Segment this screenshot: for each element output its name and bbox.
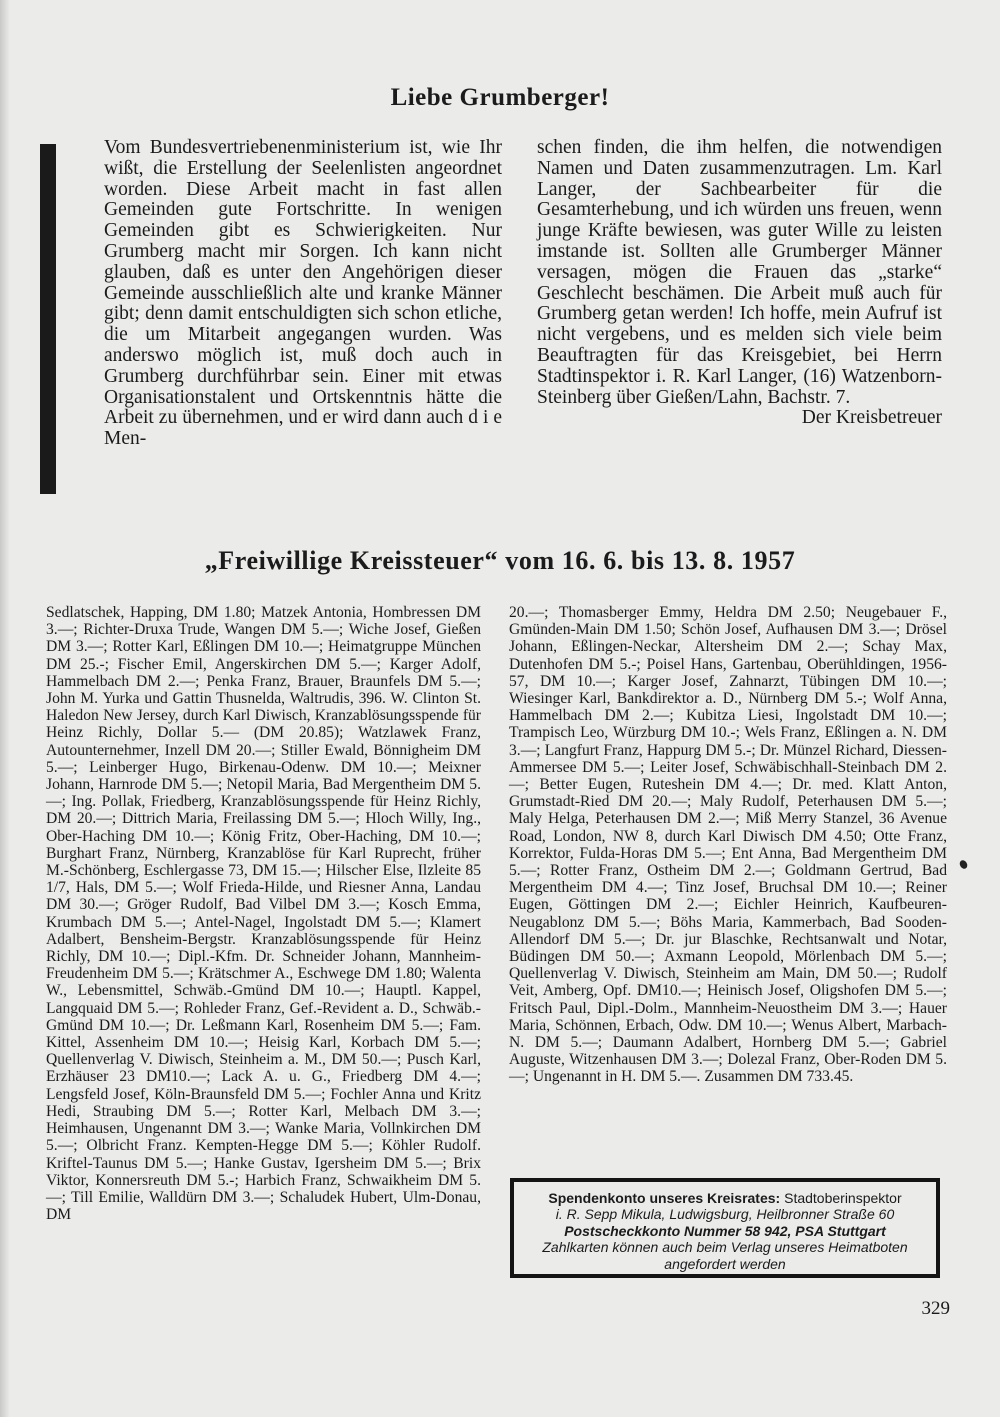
letter-column-1 — [104, 138, 502, 450]
page-number: 329 — [921, 1298, 950, 1319]
letter-text-2: schen finden, die ihm helfen, die notwendigen Namen und Daten zusammenzutragen. Lm. Karl Langer, der Sachbearbeiter für die Gesamterhebung, und ich würden uns freuen, wenn junge Kräfte bewiesen, was guter Wille zu leisten imstande ist. Sollten alle Grumberger Männer versagen, mögen die Frauen das „starke“ Geschlecht beschämen. Die Arbeit muß auch für Grumberg getan werden! Ich hoffe, mein Aufruf ist nicht vergebens, und es melden sich viele beim Beauftragten für das Kreisgebiet, bei Herrn Stadtinspektor i. R. Karl Langer, (16) Watzenborn-Steinberg über Gießen/Lahn, Bachstr. 7. — [537, 137, 942, 408]
ink-spot — [958, 859, 969, 870]
bank-line-4: Zahlkarten können auch beim Verlag unseres Heimatboten angefordert werden — [542, 1239, 908, 1272]
bank-line-2: i. R. Sepp Mikula, Ludwigsburg, Heilbronner Straße 60 — [555, 1206, 895, 1223]
letter-title: Liebe Grumberger! — [390, 84, 610, 111]
bank-account-box — [510, 1178, 940, 1278]
donations-column-2 — [509, 604, 947, 1086]
bank-line-1-rest: Stadtoberinspektor — [780, 1190, 902, 1206]
donations-column-1 — [46, 604, 481, 1223]
letter-signature: Der Kreisbetreuer — [801, 407, 942, 429]
donations-text-2: 20.—; Thomasberger Emmy, Heldra DM 2.50; Neugebauer F., Gmünden-Main DM 1.50; Schön Josef, Aufhausen DM 3.—; Drösel Johann, Eßlingen-Neckar, Altersheim DM 2.—; Schay Max, Dutenhofen DM 5.-; Poisel Hans, Gartenbau, Oberühldingen, 1956-57, DM 10.—; Karger Josef, Zahnarzt, Tübingen DM 10.—; Wiesinger Karl, Bankdirektor a. D., Nürnberg DM 5.-; Wolf Anna, Hammelbach DM 2.—; Kubitza Liesi, Ingolstadt DM 10.—; Trampisch Leo, Würzburg DM 10.-; Wels Franz, Eßlingen a. N. DM 3.—; Langfurt Franz, Happurg DM 5.-; Dr. Münzel Richard, Diessen-Ammersee DM 5.—; Leiter Josef, Schwäbischhall-Steinbach DM 2.—; Better Eugen, Ruteshein DM 4.—; Dr. med. Klatt Anton, Grumstadt-Ried DM 20.—; Maly Rudolf, Peterhausen DM 5.—; Maly Helga, Peterhausen DM 2.—; Miß Merry Stanzel, 36 Avenue Road, London, NW 8, durch Karl Diwisch DM 4.50; Otte Franz, Korrektor, Fulda-Horas DM 5.—; Ent Anna, Bad Mergentheim DM 5.—; Rotter Franz, Ostheim DM 2.—; Goldmann Gertrud, Bad Mergentheim DM 4.—; Tinz Josef, Bruchsal DM 10.—; Reiner Eugen, Göttingen DM 2.—; Eichler Heinrich, Kaufbeuren-Neugablonz DM 5.—; Böhs Maria, Kammerbach, Bad Sooden-Allendorf DM 5.—; Dr. jur Blaschke, Rechtsanwalt und Notar, Büdingen DM 50.—; Axmann Leopold, Mörlenbach DM 5.—; Quellenverlag V. Diwisch, Steinheim am Main, DM 50.—; Rudolf Veit, Amberg, Opf. DM10.—; Heinisch Josef, Oligshofen DM 5.—; Fritsch Paul, Dipl.-Dolm., Mannheim-Neuostheim DM 3.—; Hauer Maria, Schönnen, Erbach, Odw. DM 10.—; Wenus Albert, Marbach-N. DM 5.—; Daumann Adalbert, Hornberg DM 5.—; Gabriel Auguste, Witzenhausen DM 3.—; Dolezal Franz, Ober-Roden DM 5.—; Ungenannt in H. DM 5.—. Zusammen DM 733.45. — [509, 604, 947, 1086]
letter-column-2 — [537, 138, 942, 429]
bank-line-3: Postscheckkonto Nummer 58 942, PSA Stuttgart — [564, 1222, 886, 1239]
decorative-side-bar — [40, 144, 56, 494]
donations-title: „Freiwillige Kreissteuer“ vom 16. 6. bis 13. 8. 1957 — [204, 546, 796, 575]
bank-line-1 — [522, 1190, 928, 1206]
binding-shadow — [0, 0, 10, 1417]
bank-line-1-label: Spendenkonto unseres Kreisrates: — [548, 1190, 781, 1206]
letter-text-1: Vom Bundesvertriebenenministerium ist, wie Ihr wißt, die Erstellung der Seelenlisten angeordnet worden. Diese Arbeit macht in fast allen Gemeinden gute Fortschritte. In wenigen Gemeinden gibt es Schwierigkeiten. Nur Grumberg macht mir Sorgen. Ich kann nicht glauben, daß es unter den Angehörigen dieser Gemeinde ausschließlich alte und kranke Männer gibt; denn damit entschuldigten sich schon etliche, die um Mitarbeit angegangen wurden. Was anderswo möglich ist, muß doch auch in Grumberg durchführbar sein. Einer mit etwas Organisationstalent und Ortskenntnis hätte die Arbeit zu übernehmen, und er wird dann auch d i e Men- — [104, 137, 502, 450]
donations-text-1: Sedlatschek, Happing, DM 1.80; Matzek Antonia, Hombressen DM 3.—; Richter-Druxa Trude, Wangen DM 5.—; Wiche Josef, Gießen DM 3.—; Rotter Karl, Eßlingen DM 10.—; Heimatgruppe München DM 25.-; Fischer Emil, Angerskirchen DM 5.—; Karger Adolf, Hammelbach DM 2.—; Penka Franz, Brauer, Braunfels DM 5.—; John M. Yurka und Gattin Thusnelda, Waltrudis, 396. W. Clinton St. Haledon New Jersey, durch Karl Diwisch, Kranzablösungsspende für Heinz Richly, Dollar 5.— (DM 20.85); Watzlawek Franz, Autounternehmer, Inzell DM 20.—; Stiller Ewald, Bönnigheim DM 5.—; Leinberger Hugo, Birkenau-Odenw. DM 10.—; Meixner Johann, Harnrode DM 5.—; Netopil Maria, Bad Mergentheim DM 5.—; Ing. Pollak, Friedberg, Kranzablösungsspende für Heinz Richly, DM 20.—; Dittrich Maria, Freilassing DM 5.—; Hloch Willy, Ing., Ober-Haching DM 10.—; König Fritz, Ober-Haching, DM 10.—; Burghart Franz, Nürnberg, Kranzablöse für Karl Ruprecht, früher M.-Schönberg, Eschlergasse 73, DM 15.—; Hilscher Else, Ilzleite 85 1/7, Hals, DM 5.—; Wolf Frieda-Hilde, und Riesner Anna, Landau DM 30.—; Gröger Rudolf, Bad Vilbel DM 3.—; Kosch Emma, Krumbach DM 5.—; Antel-Nagel, Ingolstadt DM 5.—; Klamert Adalbert, Bensheim-Bergstr. Kranzablösungsspende für Heinz Richly, DM 10.—; Dipl.-Kfm. Dr. Schneider Johann, Mannheim-Freudenheim DM 5.—; Krätschmer A., Eschwege DM 1.80; Walenta W., Lebensmittel, Schwäb.-Gmünd DM 10.—; Hauptl. Kappel, Langquaid DM 5.—; Rohleder Franz, Gef.-Revident a. D., Schwäb.-Gmünd DM 10.—; Dr. Leßmann Karl, Rosenheim DM 5.—; Fam. Kittel, Assenheim DM 10.—; Heisig Karl, Korbach DM 5.—; Quellenverlag V. Diwisch, Steinheim a. M., DM 50.—; Pusch Karl, Erzhäuser 23 DM10.—; Lack A. u. G., Friedberg DM 4.—; Lengsfeld Josef, Köln-Braunsfeld DM 5.—; Fochler Anna und Kritz Hedi, Straubing DM 5.—; Rotter Karl, Melbach DM 3.—; Heimhausen, Ungenannt DM 3.—; Wanke Maria, Vollnkirchen DM 5.—; Olbricht Franz. Kempten-Hegge DM 5.—; Köhler Rudolf. Kriftel-Taunus DM 5.—; Hanke Gustav, Igersheim DM 5.—; Brix Viktor, Konnersreuth DM 5.-; Harbich Franz, Schwaikheim DM 5.—; Till Emilie, Walldürn DM 3.—; Schaludek Hubert, Ulm-Donau, DM — [46, 604, 481, 1224]
